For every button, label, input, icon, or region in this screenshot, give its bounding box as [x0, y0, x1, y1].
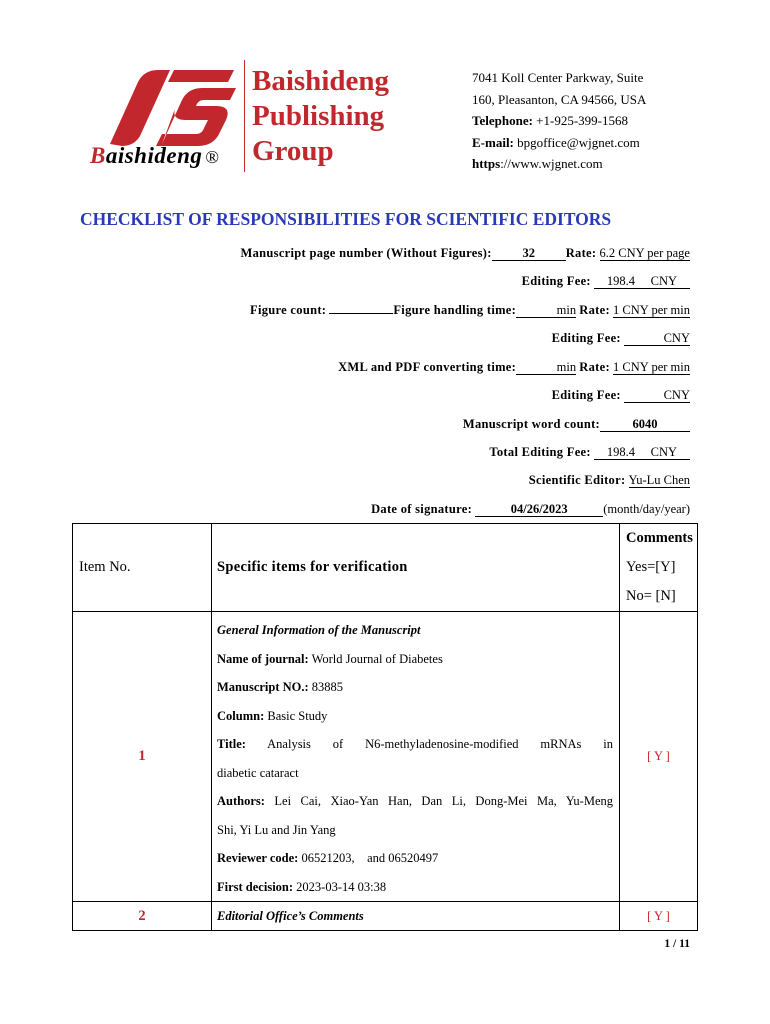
address-line-1: 7041 Koll Center Parkway, Suite: [472, 70, 644, 85]
table-row: [73, 612, 698, 902]
page-title: CHECKLIST OF RESPONSIBILITIES FOR SCIENTIFIC EDITORS: [80, 209, 612, 229]
date-format: (month/day/year): [603, 502, 690, 516]
xml-time-value: min: [516, 360, 576, 375]
page-number-value: 32: [492, 246, 566, 261]
reviewer-code: Reviewer code: 06521203, and 06520497: [217, 851, 439, 865]
address-line-2: 160, Pleasanton, CA 94566, USA: [472, 91, 647, 107]
page-rate-value: 6.2 CNY per page: [599, 246, 690, 260]
figure-editing-fee-value: CNY: [624, 331, 690, 346]
journal-name: Name of journal: World Journal of Diabetes: [217, 651, 443, 666]
telephone: Telephone: +1-925-399-1568: [472, 113, 628, 128]
figure-time-value: min: [516, 303, 576, 318]
manuscript-no: Manuscript NO.: 83885: [217, 680, 344, 694]
contact-block: [472, 67, 646, 175]
page-editing-fee-value: 198.4 CNY: [594, 274, 690, 289]
editor-value: Yu-Lu Chen: [628, 473, 690, 487]
checklist-table: [72, 523, 698, 931]
figure-editing-fee-line: Editing Fee: CNY: [551, 331, 690, 345]
signature-date-line: Date of signature: 04/26/2023 (month/day/year): [371, 502, 690, 516]
title-line-1: Title: Analysis of N6-methyladenosine-modified mRNAs in: [217, 737, 613, 751]
total-fee-line: Total Editing Fee: 198.4 CNY: [489, 445, 690, 460]
figure-rate-value: 1 CNY per min: [613, 303, 690, 317]
logo-wordmark: Baishideng ®: [90, 143, 220, 168]
section-general-info: General Information of the Manuscript: [217, 623, 421, 637]
xml-editing-fee-line: Editing Fee: CNY: [551, 388, 690, 402]
figure-count-value: [329, 313, 393, 314]
section-editorial-comments: Editorial Office’s Comments: [217, 909, 364, 923]
xml-rate-value: 1 CNY per min: [613, 360, 690, 374]
authors-line-2: Shi, Yi Lu and Jin Yang: [217, 822, 336, 837]
page-number: 1 / 11: [664, 938, 690, 950]
editor-line: Scientific Editor: Yu-Lu Chen: [528, 473, 690, 487]
word-count-line: Manuscript word count: 6040: [463, 417, 690, 432]
website: https://www.wjgnet.com: [472, 156, 603, 171]
authors-line-1: Authors: Lei Cai, Xiao-Yan Han, Dan Li, Dong-Mei Ma, Yu-Meng: [217, 794, 613, 808]
row-1-answer: [ Y ]: [620, 612, 698, 902]
row-1-details: [212, 612, 620, 902]
page-editing-fee-line: Editing Fee: 198.4 CNY: [522, 274, 690, 289]
header-comments: Comments Yes=[Y] No= [N]: [620, 524, 698, 612]
signature-date-value: 04/26/2023: [475, 502, 603, 517]
header-item-no: Item No.: [73, 524, 212, 612]
row-2-number: 2: [73, 902, 212, 931]
page-number-line: Manuscript page number (Without Figures): 32 Rate: 6.2 CNY per page: [240, 246, 690, 260]
table-row: [73, 902, 698, 931]
logo-divider: [244, 60, 245, 172]
table-header-row: [73, 524, 698, 612]
row-2-details: [212, 902, 620, 931]
xml-line: XML and PDF converting time: min Rate: 1 CNY per min: [338, 360, 690, 374]
row-2-answer: [ Y ]: [620, 902, 698, 931]
baishideng-logo-icon: [104, 66, 242, 150]
word-count-value: 6040: [600, 417, 690, 432]
first-decision: First decision: 2023-03-14 03:38: [217, 879, 387, 894]
title-line-2: diabetic cataract: [217, 765, 299, 780]
total-fee-value: 198.4 CNY: [594, 445, 690, 460]
row-1-number: 1: [73, 612, 212, 902]
column: Column: Basic Study: [217, 708, 328, 723]
xml-editing-fee-value: CNY: [624, 388, 690, 403]
figure-line: Figure count: Figure handling time: min Rate: 1 CNY per min: [250, 303, 690, 317]
brand-name: Baishideng Publishing Group: [252, 65, 389, 167]
email: E-mail: bpgoffice@wjgnet.com: [472, 134, 640, 150]
registered-mark: ®: [205, 147, 220, 167]
header-specific-items: Specific items for verification: [212, 524, 620, 612]
